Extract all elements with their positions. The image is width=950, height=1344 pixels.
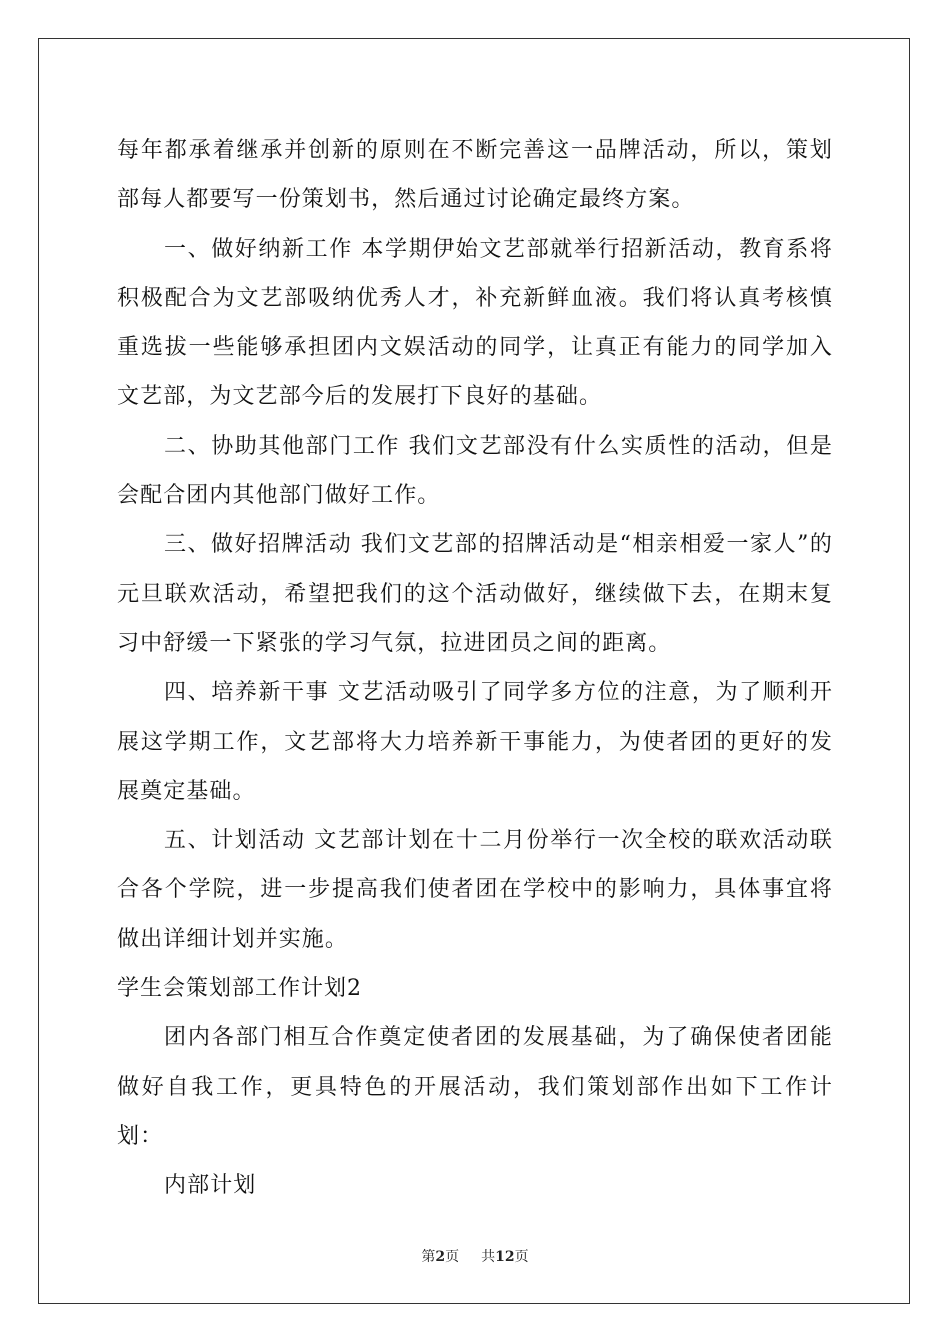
page-prefix: 第	[421, 1249, 436, 1265]
paragraph-5: 四、培养新干事 文艺活动吸引了同学多方位的注意，为了顺利开展这学期工作，文艺部将大力培养新干事能力，为使者团的更好的发展奠定基础。	[117, 680, 833, 804]
total-prefix: 共	[481, 1249, 496, 1265]
paragraph-6: 五、计划活动 文艺部计划在十二月份举行一次全校的联欢活动联合各个学院，进一步提高我们使者团在学校中的影响力，具体事宜将做出详细计划并实施。	[117, 828, 833, 952]
document-body	[117, 126, 833, 1211]
page-footer	[0, 1246, 950, 1266]
paragraph-7: 团内各部门相互合作奠定使者团的发展基础，为了确保使者团能做好自我工作，更具特色的开展活动，我们策划部作出如下工作计划：	[117, 1025, 833, 1149]
page-number: 2	[435, 1249, 446, 1265]
paragraph-3: 二、协助其他部门工作 我们文艺部没有什么实质性的活动，但是会配合团内其他部门做好工作。	[117, 433, 833, 509]
page-suffix: 页	[445, 1249, 460, 1265]
total-suffix: 页	[514, 1249, 529, 1265]
paragraph-1: 每年都承着继承并创新的原则在不断完善这一品牌活动，所以，策划部每人都要写一份策划书，然后通过讨论确定最终方案。	[117, 138, 833, 213]
total-pages: 12	[495, 1249, 515, 1265]
paragraph-4: 三、做好招牌活动 我们文艺部的招牌活动是“相亲相爱一家人”的元旦联欢活动，希望把我们的这个活动做好，继续做下去，在期末复习中舒缓一下紧张的学习气氛，拉进团员之间的距离。	[117, 532, 833, 656]
paragraph-8: 内部计划	[164, 1173, 257, 1199]
section-heading: 学生会策划部工作计划2	[117, 976, 362, 1002]
paragraph-2: 一、做好纳新工作 本学期伊始文艺部就举行招新活动，教育系将积极配合为文艺部吸纳优秀人才，补充新鲜血液。我们将认真考核慎重选拔一些能够承担团内文娱活动的同学，让真正有能力的同学加入文艺部，为文艺部今后的发展打下良好的基础。	[117, 236, 833, 410]
